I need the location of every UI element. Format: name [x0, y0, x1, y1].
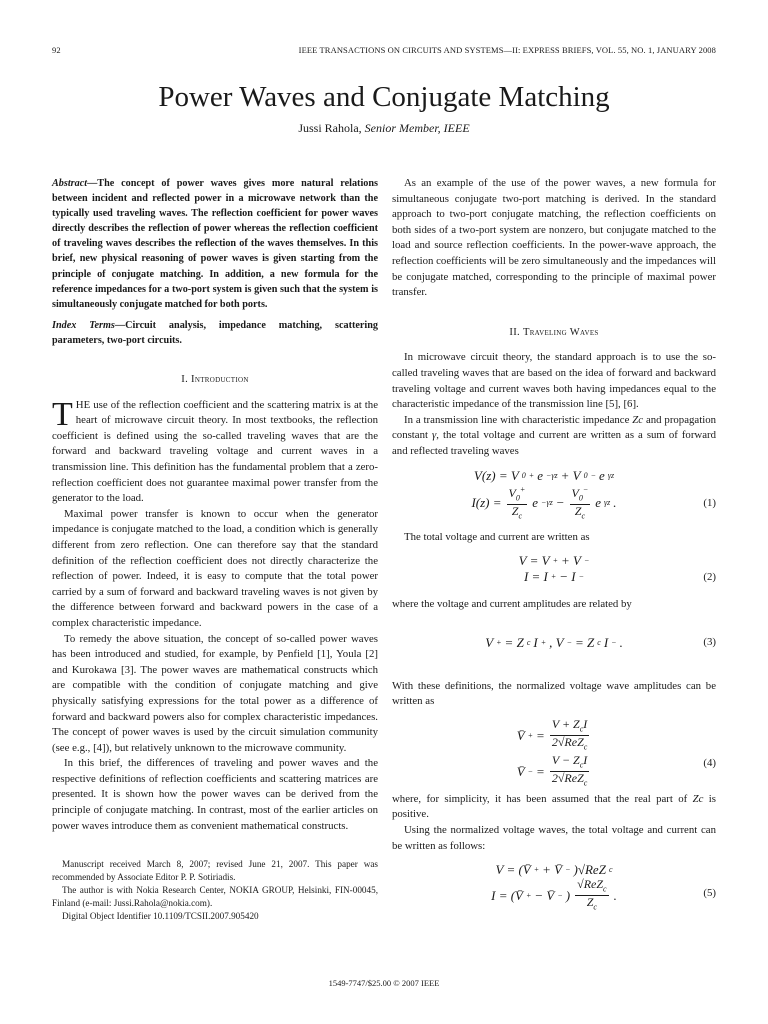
section-number: I. — [181, 374, 189, 386]
intro-paragraph-3: To remedy the above situation, the concept of so-called power waves has been introduced and studied, for example, by Penfield [1], Youla [2] and Kurokawa [3]. The power waves are mathematical constructs which are compatible with the condition of conjugate matching and give physically satisfying expressions for the total power as a difference of forward and backward powers also for complex characteristic impedances. The concept of power waves is used by the circuit simulation community (see e.g., [4]), but relatively unknown to the microwave community. — [52, 632, 378, 754]
footnote-manuscript: Manuscript received March 8, 2007; revised June 21, 2007. This paper was recommended by Associate Editor P. P. Sotiriadis. — [52, 859, 378, 883]
equation-4: V̄ + = $\frac{V + Z_cI}{2√ReZ_c}$ V̄ − = $\frac{V - Z_cI}{2√ReZ_c}$ (4) — [516, 716, 716, 788]
left-column — [52, 176, 378, 923]
running-header — [52, 45, 716, 59]
abstract-text: —The concept of power waves gives more natural relations between incident and reflected power in a microwave network than the typically used traveling waves. The reflection coefficient for power waves directly describes the reflection of power whereas the reflection coefficient of traveling waves describes the reflection of the waves themselves. In this brief, new physical reasoning of power waves is given starting from the principle of conjugate matching. In addition, a new formula for the reference impedances for a two-port system is given such that the system is simultaneously conjugate matched for both ports. — [52, 178, 378, 310]
traveling-paragraph-7: Using the normalized voltage waves, the total voltage and current can be written as follows: — [392, 824, 716, 852]
section-heading-introduction — [52, 372, 378, 388]
equation-number: (2) — [703, 571, 716, 584]
symbol-zc: Zc — [632, 413, 644, 426]
index-terms-text: —Circuit analysis, impedance matching, scattering parameters, two-port circuits. — [52, 319, 378, 346]
equation-number: (5) — [703, 887, 716, 900]
footnote — [52, 858, 378, 923]
symbol-zc: Zc — [692, 792, 704, 805]
index-terms — [52, 318, 378, 348]
abstract-lead: Abstract — [52, 178, 88, 189]
traveling-paragraph-1: In microwave circuit theory, the standard approach is to use the so-called traveling waves that are based on the idea of forward and backward traveling voltage and current waves both having impedances equal to the characteristic impedance of the transmission line [5], [6]. — [392, 351, 716, 411]
drop-cap: T — [52, 395, 73, 433]
traveling-paragraph-2: In a transmission line with characteristic impedance Zc and propagation constant γ, the total voltage and current are written as a sum of forward and reflected traveling waves — [392, 413, 716, 457]
footnote-doi: Digital Object Identifier 10.1109/TCSII.2007.905420 — [62, 911, 259, 922]
section-number: II. — [509, 326, 520, 338]
equation-number: (4) — [703, 756, 716, 769]
equation-2: V = V + + V − I = I + − I − (2) — [518, 553, 716, 584]
section-title: Traveling Waves — [522, 326, 599, 338]
traveling-paragraph-6: where, for simplicity, it has been assumed that the real part of Zc is positive. — [392, 792, 716, 821]
traveling-paragraph-3: The total voltage and current are written as — [404, 530, 590, 543]
author-role: Senior Member, IEEE — [364, 121, 470, 135]
page-number: 92 — [52, 45, 61, 55]
footnote-affiliation: The author is with Nokia Research Center, NOKIA GROUP, Helsinki, FIN-00045, Finland (e-mail: Jussi.Rahola@nokia.com). — [52, 885, 378, 909]
author-name: Jussi Rahola, — [298, 121, 362, 135]
intro-paragraph-4: In this brief, the differences of traveling and power waves and the respective definitions of reflection coefficients and scattering matrices are presented. It is shown how the power waves can be derived from the principle of conjugate matching. In contrast, most of the earlier articles on power waves introduce them as convenient mathematical constructs. — [52, 757, 378, 832]
right-intro-paragraph: As an example of the use of the power waves, a new formula for simultaneous conjugate two-port matching is derived. In the standard approach to two-port conjugate matching, the reflection coefficients on both sides of a two-port system are nonzero, but conjugate matched to the load and source reflection coefficients. In the power-wave approach, the reflection coefficients will be zero simultaneously and the impedances will be conjugate matched, corresponding to the principle of maximal power transfer. — [392, 177, 716, 299]
traveling-paragraph-4: where the voltage and current amplitudes are related by — [392, 598, 632, 611]
intro-paragraph-1: THE use of the reflection coefficient and the scattering matrix is at the heart of microwave circuit theory. In most textbooks, the reflection coefficient is defined using the so-called traveling waves that are the forward and backward traveling voltage and current waves in a transmission line. This definition has the fundamental problem that a zero-reflection coefficient does not guarantee maximal power transfer from the generator to the load. — [52, 395, 378, 505]
intro-paragraph-2: Maximal power transfer is known to occur when the generator impedance is conjugate matched to the load, a condition which is generally different from zero reflection. One can therefore say that the standard definition of the reflection coefficient does not directly characterize the reflection of power. Indeed, it is easy to compute that the total power carried by a sum of forward and backward traveling waves is not given by the difference between forward and backward powers in the case of a complex characteristic impedance. — [52, 507, 378, 629]
journal-name: IEEE TRANSACTIONS ON CIRCUITS AND SYSTEMS—II: EXPRESS BRIEFS, VOL. 55, NO. 1, JANUARY 2008 — [298, 45, 716, 55]
page-footer: 1549-7747/$25.00 © 2007 IEEE — [328, 978, 440, 988]
equation-1: V(z) = V 0 + e −γz + V 0 − e γz I(z) = $\frac{V_0^+}{Z_c}$ e −γz − $\frac{V_0^-}{Z_c}$ e γz . (1) — [471, 467, 716, 521]
symbol-gamma: γ — [431, 429, 437, 442]
author-line — [0, 121, 768, 136]
equation-3: V + = Z c I + , V − = Z c I − . (3) — [485, 634, 716, 650]
right-column — [392, 176, 716, 918]
equation-number: (1) — [703, 496, 716, 509]
equation-number: (3) — [703, 635, 716, 648]
section-heading-traveling-waves — [392, 325, 716, 341]
traveling-paragraph-5: With these definitions, the normalized voltage wave amplitudes can be written as — [392, 679, 716, 708]
index-terms-lead: Index Terms — [52, 319, 115, 331]
equation-5: V = (V̄ + + V̄ − )√ReZ c I = (V̄ + − V̄ − ) $\frac{√ReZ_c}{Z_c}$ . (5) — [491, 862, 716, 912]
paper-title: Power Waves and Conjugate Matching — [158, 81, 610, 113]
abstract — [52, 176, 378, 312]
section-title: Introduction — [191, 374, 249, 386]
